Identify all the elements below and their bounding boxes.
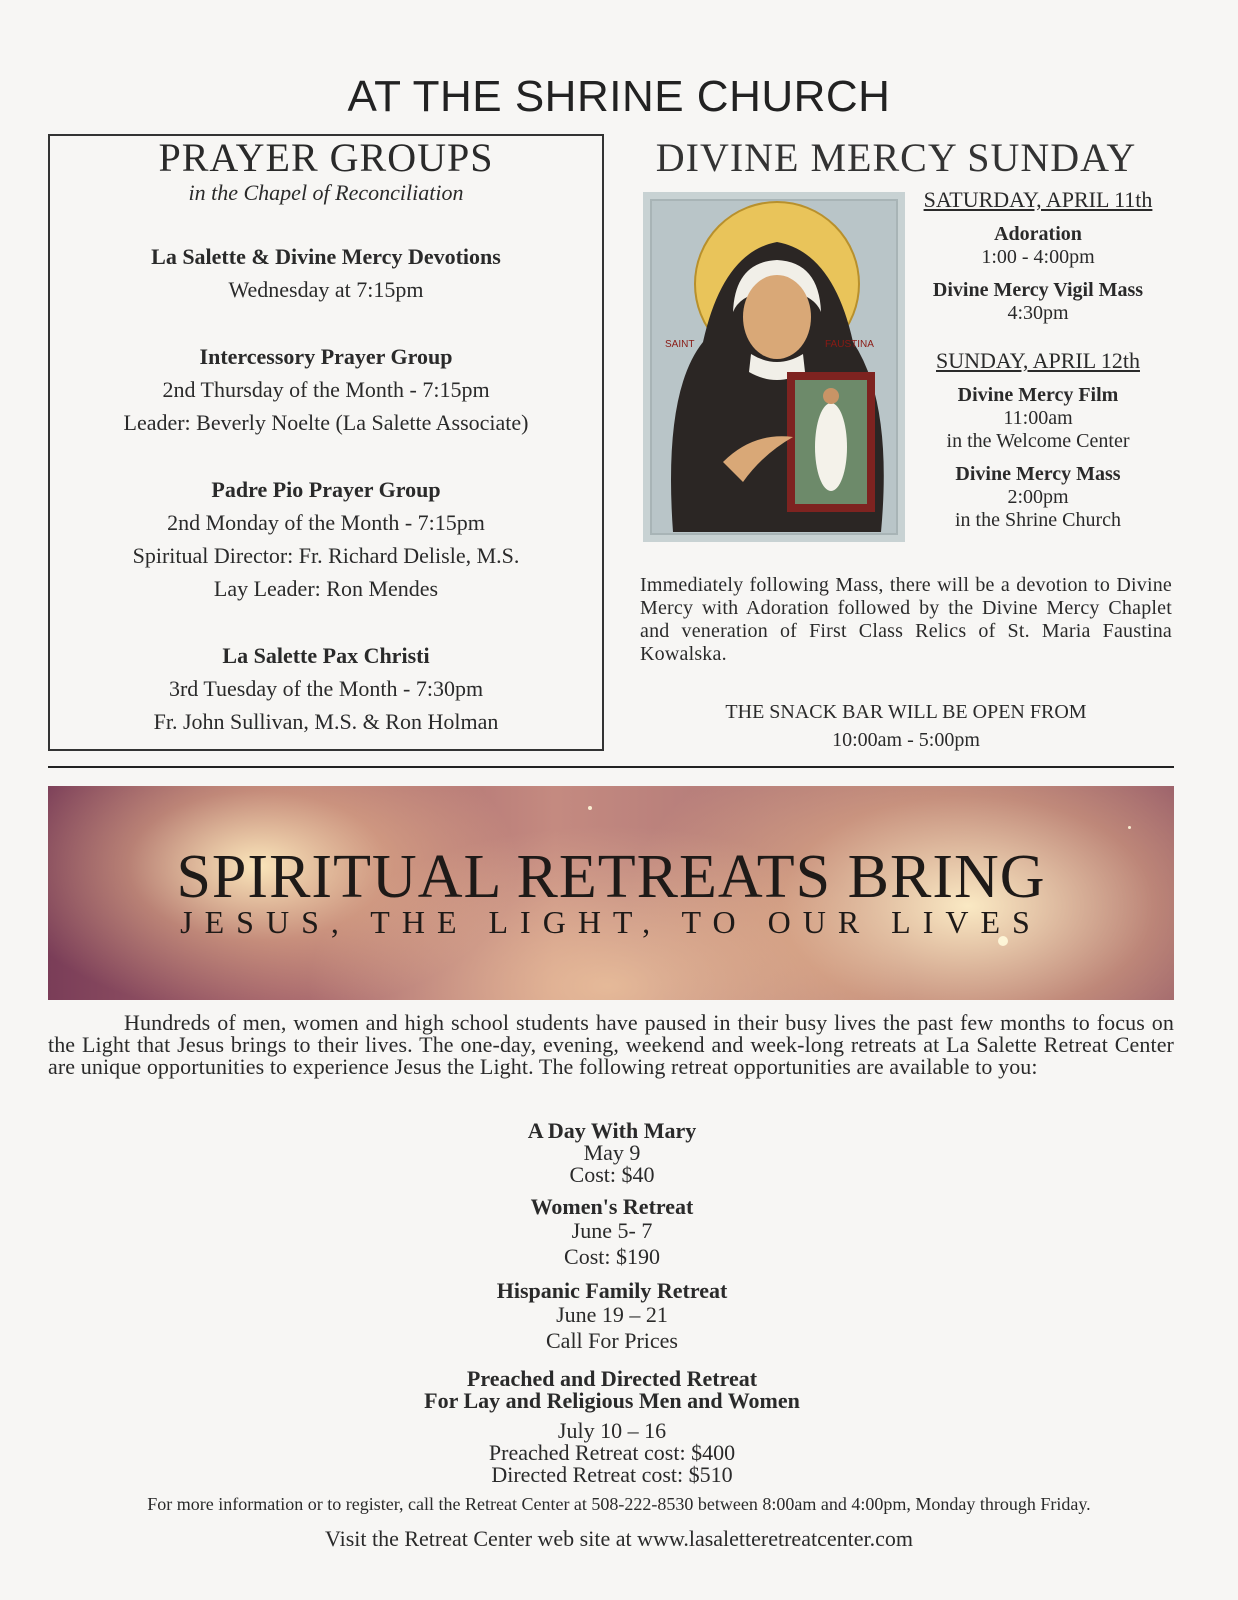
- prayer-group-line: 2nd Monday of the Month - 7:15pm: [167, 510, 485, 535]
- event-line: in the Welcome Center: [946, 430, 1130, 452]
- retreat-line: June 19 – 21: [556, 1302, 668, 1327]
- event-line: 1:00 - 4:00pm: [981, 246, 1095, 268]
- banner-title: SPIRITUAL RETREATS BRING: [176, 843, 1046, 911]
- saint-faustina-icon-image: [643, 192, 905, 542]
- retreat-line: Cost: $40: [569, 1162, 655, 1187]
- schedule-event: [906, 384, 1170, 453]
- prayer-group-item: [50, 473, 602, 605]
- banner-subtitle: JESUS, THE LIGHT, TO OUR LIVES: [180, 904, 1042, 940]
- prayer-group-line: Spiritual Director: Fr. Richard Delisle, M.S.: [132, 543, 520, 568]
- prayer-group-line: 3rd Tuesday of the Month - 7:30pm: [168, 676, 484, 701]
- event-name: Divine Mercy Mass: [955, 463, 1121, 485]
- light-sparkle: [588, 806, 592, 810]
- retreat-list: [300, 1120, 924, 1496]
- retreat-line: May 9: [583, 1140, 641, 1165]
- retreats-intro: Hundreds of men, women and high school students have paused in their busy lives the past few months to focus on the Light that Jesus brings to their lives. The one-day, evening, weekend and week-long retreats at La Salette Retreat Center are unique opportunities to experience Jesus the Light. The following retreat opportunities are available to you:: [48, 1010, 1174, 1079]
- snack-bar-notice: [640, 698, 1172, 754]
- schedule-event: [906, 223, 1170, 269]
- retreats-banner: [48, 786, 1174, 1000]
- retreat-line: July 10 – 16: [557, 1418, 667, 1443]
- prayer-group-line: 2nd Thursday of the Month - 7:15pm: [162, 377, 490, 402]
- retreat-item: [300, 1368, 924, 1486]
- event-line: in the Shrine Church: [954, 509, 1122, 531]
- event-line: 11:00am: [1003, 407, 1073, 429]
- divine-mercy-title: DIVINE MERCY SUNDAY: [655, 135, 1137, 180]
- prayer-groups-subtitle: in the Chapel of Reconciliation: [188, 180, 464, 205]
- snack-bar-line: THE SNACK BAR WILL BE OPEN FROM: [725, 701, 1087, 723]
- prayer-groups-box: [48, 134, 604, 751]
- retreat-item: [300, 1120, 924, 1186]
- prayer-group-name: La Salette & Divine Mercy Devotions: [151, 244, 501, 269]
- retreat-item: [300, 1196, 924, 1270]
- day-heading: SUNDAY, APRIL 12th: [936, 348, 1140, 373]
- prayer-group-line: Wednesday at 7:15pm: [228, 277, 424, 302]
- divine-mercy-paragraph: Immediately following Mass, there will be a devotion to Divine Mercy with Adoration followed by the Divine Mercy Chaplet and veneration of First Class Relics of St. Maria Faustina Kowalska.: [640, 574, 1172, 665]
- divine-mercy-schedule: [906, 188, 1170, 542]
- image-label-left: SAINT: [665, 339, 695, 350]
- prayer-group-name: Padre Pio Prayer Group: [211, 477, 441, 502]
- prayer-group-item: [50, 340, 602, 439]
- light-sparkle: [1128, 826, 1131, 829]
- retreat-line: Preached Retreat cost: $400: [488, 1440, 736, 1465]
- prayer-group-name: Intercessory Prayer Group: [199, 344, 453, 369]
- event-name: Adoration: [994, 223, 1082, 245]
- day-heading: SATURDAY, APRIL 11th: [923, 187, 1153, 212]
- retreat-line: Cost: $190: [564, 1244, 660, 1269]
- event-line: 2:00pm: [1007, 486, 1069, 508]
- event-name: Divine Mercy Film: [957, 384, 1119, 406]
- contact-info: For more information or to register, call the Retreat Center at 508-222-8530 between 8:00am and 4:00pm, Monday through Friday.: [147, 1494, 1091, 1514]
- prayer-group-item: [50, 240, 602, 306]
- image-label-right: FAUSTINA: [825, 339, 874, 350]
- prayer-group-line: Fr. John Sullivan, M.S. & Ron Holman: [153, 709, 499, 734]
- retreat-name: Women's Retreat: [530, 1194, 694, 1219]
- retreat-line: Call For Prices: [546, 1328, 678, 1353]
- snack-bar-hours: 10:00am - 5:00pm: [832, 729, 980, 751]
- retreat-line: Directed Retreat cost: $510: [491, 1462, 733, 1487]
- prayer-groups-title: PRAYER GROUPS: [158, 135, 494, 180]
- schedule-event: [906, 463, 1170, 532]
- prayer-group-line: Lay Leader: Ron Mendes: [213, 576, 439, 601]
- retreat-name: For Lay and Religious Men and Women: [424, 1388, 800, 1413]
- event-line: 4:30pm: [1007, 302, 1069, 324]
- retreat-name: Preached and Directed Retreat: [466, 1366, 758, 1391]
- prayer-group-line: Leader: Beverly Noelte (La Salette Associate): [123, 410, 529, 435]
- prayer-group-item: [50, 639, 602, 738]
- retreat-name: Hispanic Family Retreat: [496, 1278, 728, 1303]
- page-title: AT THE SHRINE CHURCH: [347, 72, 891, 121]
- retreat-line: June 5- 7: [571, 1218, 653, 1243]
- event-name: Divine Mercy Vigil Mass: [932, 279, 1144, 301]
- retreat-item: [300, 1280, 924, 1354]
- website-line: Visit the Retreat Center web site at www.lasaletteretreatcenter.com: [325, 1526, 913, 1551]
- prayer-group-name: La Salette Pax Christi: [222, 643, 430, 668]
- section-divider: [48, 766, 1174, 768]
- schedule-event: [906, 279, 1170, 325]
- retreat-name: A Day With Mary: [527, 1118, 697, 1143]
